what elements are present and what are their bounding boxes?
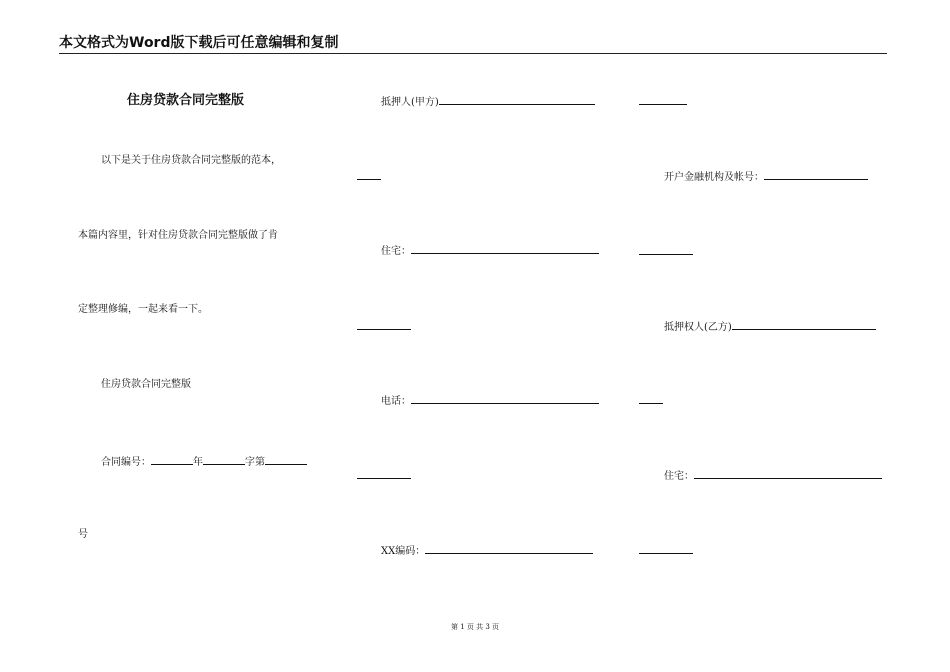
- mortgagee-blank: [732, 318, 876, 330]
- intro-line-3: 定整理修编，一起来看一下。: [78, 304, 208, 315]
- blank-line: [357, 478, 411, 479]
- contract-number-label: 合同编号：: [101, 457, 151, 468]
- postal-blank: [425, 542, 593, 554]
- mortgagor-label: 抵押人(甲方): [381, 97, 439, 108]
- intro-line-1: 以下是关于住房贷款合同完整版的范本，: [101, 155, 281, 166]
- bank-account-row: [664, 168, 868, 185]
- blank-line: [639, 254, 693, 255]
- phone-blank: [411, 392, 599, 404]
- document-title: 住房贷款合同完整版: [127, 93, 245, 108]
- contract-zidi-label: 字第: [245, 457, 265, 468]
- residence-label-2: 住宅：: [664, 471, 694, 482]
- phone-label: 电话：: [381, 396, 411, 407]
- mortgagor-blank: [439, 93, 595, 105]
- contract-number-blank: [151, 453, 193, 465]
- residence-blank-2: [694, 467, 882, 479]
- blank-line: [639, 553, 693, 554]
- postal-label: XX编码：: [381, 546, 426, 557]
- intro-line-2: 本篇内容里，针对住房贷款合同完整版做了肯: [78, 230, 278, 241]
- page-header: [59, 34, 887, 54]
- blank-line: [639, 104, 687, 105]
- residence-label-1: 住宅：: [381, 246, 411, 257]
- blank-line: [639, 403, 663, 404]
- blank-line: [357, 179, 381, 180]
- residence-row-1: [381, 242, 599, 259]
- mortgagee-row: [664, 318, 876, 335]
- hao-label: 号: [78, 529, 88, 540]
- contract-zidi-blank: [265, 453, 307, 465]
- residence-row-2: [664, 467, 882, 484]
- residence-blank-1: [411, 242, 599, 254]
- bank-account-label: 开户金融机构及帐号：: [664, 172, 764, 183]
- contract-year-label: 年: [193, 457, 203, 468]
- mortgagee-label: 抵押权人(乙方): [664, 322, 732, 333]
- header-text: 本文格式为Word版下载后可任意编辑和复制: [59, 35, 339, 51]
- blank-line: [357, 329, 411, 330]
- contract-number-row: [101, 453, 307, 470]
- contract-year-blank: [203, 453, 245, 465]
- bank-account-blank: [764, 168, 868, 180]
- phone-row: [381, 392, 599, 409]
- postal-row: [381, 542, 593, 559]
- subtitle: 住房贷款合同完整版: [101, 379, 191, 390]
- page-number: 第 1 页 共 3 页: [450, 623, 500, 631]
- mortgagor-row: [381, 93, 595, 110]
